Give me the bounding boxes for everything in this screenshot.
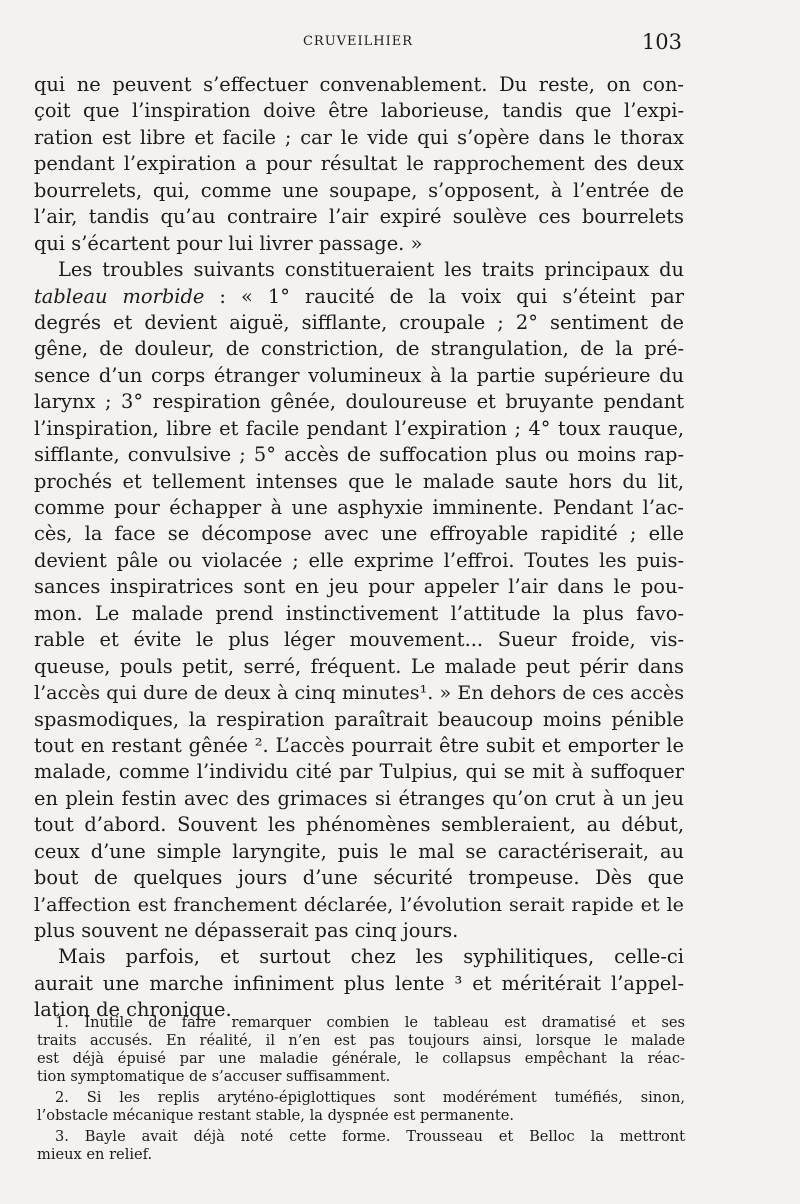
text-line: comme pour échapper à une asphyxie imminente. Pendant l’ac- [34,496,684,519]
footnote-line: tion symptomatique de s’accuser suffisamment. [37,1068,391,1085]
footnote-line: traits accusés. En réalité, il n’en est pas toujours ainsi, lorsque le malade [37,1032,685,1049]
footnote-line: l’obstacle mécanique restant stable, la dyspnée est permanente. [37,1107,515,1124]
page-header [34,30,682,56]
text-line: sifflante, convulsive ; 5° accès de suffocation plus ou moins rap- [34,443,684,467]
text-line: tableau morbide : « 1° raucité de la voix qui s’éteint par [34,284,684,308]
footnotes [37,1014,685,1164]
text-line: l’accès qui dure de deux à cinq minutes¹. » En dehors de ces accès [34,681,684,705]
text-line: prochés et tellement intenses que le malade saute hors du lit, [34,469,684,493]
text-line: larynx ; 3° respiration gênée, douloureuse et bruyante pendant [34,390,684,414]
text-line: l’inspiration, libre et facile pendant l’expiration ; 4° toux rauque, [34,416,684,440]
text-line: malade, comme l’individu cité par Tulpius, qui se mit à suffoquer [34,760,684,784]
running-head: CRUVEILHIER [302,34,414,49]
text-line: sence d’un corps étranger volumineux à la partie supérieure du [34,363,684,387]
text-line: tout en restant gênée ². L’accès pourrait être subit et emporter le [34,733,684,757]
text-line: gêne, de douleur, de constriction, de strangulation, de la pré- [34,337,684,361]
text-line: ration est libre et facile ; car le vide qui s’opère dans le thorax [34,125,684,149]
text-line: Mais parfois, et surtout chez les syphilitiques, celle-ci [58,945,684,969]
text-line: en plein festin avec des grimaces si étranges qu’on crut à un jeu [34,786,684,810]
footnote-line: est déjà épuisé par une maladie générale, le collapsus empêchant la réac- [37,1050,685,1067]
text-line: Les troubles suivants constitueraient les traits principaux du [58,258,684,282]
text-line: cès, la face se décompose avec une effroyable rapidité ; elle [34,522,684,546]
text-line: degrés et devient aiguë, sifflante, croupale ; 2° sentiment de [34,310,684,334]
text-line: devient pâle ou violacée ; elle exprime l’effroi. Toutes les puis- [34,548,684,572]
text-line: plus souvent ne dépasserait pas cinq jours. [34,919,459,942]
footnote-line: 2. Si les replis aryténo-épiglottiques sont modérément tuméfiés, sinon, [55,1089,685,1106]
text-line: queuse, pouls petit, serré, fréquent. Le malade peut périr dans [34,654,684,678]
text-line: tout d’abord. Souvent les phénomènes sembleraient, au début, [34,813,684,837]
text-line: qui ne peuvent s’effectuer convenablement. Du reste, on con- [34,73,684,96]
text-line: l’affection est franchement déclarée, l’évolution serait rapide et le [34,892,684,916]
text-line: sances inspiratrices sont en jeu pour appeler l’air dans le pou- [34,575,684,599]
text-line: spasmodiques, la respiration paraîtrait beaucoup moins pénible [34,707,684,731]
text-line: ceux d’une simple laryngite, puis le mal se caractériserait, au [34,839,684,863]
text-line: bout de quelques jours d’une sécurité trompeuse. Dès que [34,866,684,890]
footnote-line: 1. Inutile de faire remarquer combien le tableau est dramatisé et ses [55,1014,685,1031]
body-text [34,72,684,1024]
text-line: rable et évite le plus léger mouvement... Sueur froide, vis- [34,628,684,652]
text-line: mon. Le malade prend instinctivement l’attitude la plus favo- [34,601,684,625]
footnote-line: mieux en relief. [37,1146,153,1163]
text-line: çoit que l’inspiration doive être laborieuse, tandis que l’expi- [34,99,684,123]
text-line: l’air, tandis qu’au contraire l’air expiré soulève ces bourrelets [34,205,684,229]
text-line: bourrelets, qui, comme une soupape, s’opposent, à l’entrée de [34,178,684,202]
text-line: aurait une marche infiniment plus lente ³ et méritérait l’appel- [34,971,684,995]
text-line: qui s’écartent pour lui livrer passage. » [34,231,423,255]
text-line: pendant l’expiration a pour résultat le rapprochement des deux [34,152,684,176]
page-number: 103 [641,30,682,54]
text-line: lation de chronique. [34,998,232,1022]
footnote-line: 3. Bayle avait déjà noté cette forme. Trousseau et Belloc la mettront [55,1128,685,1145]
